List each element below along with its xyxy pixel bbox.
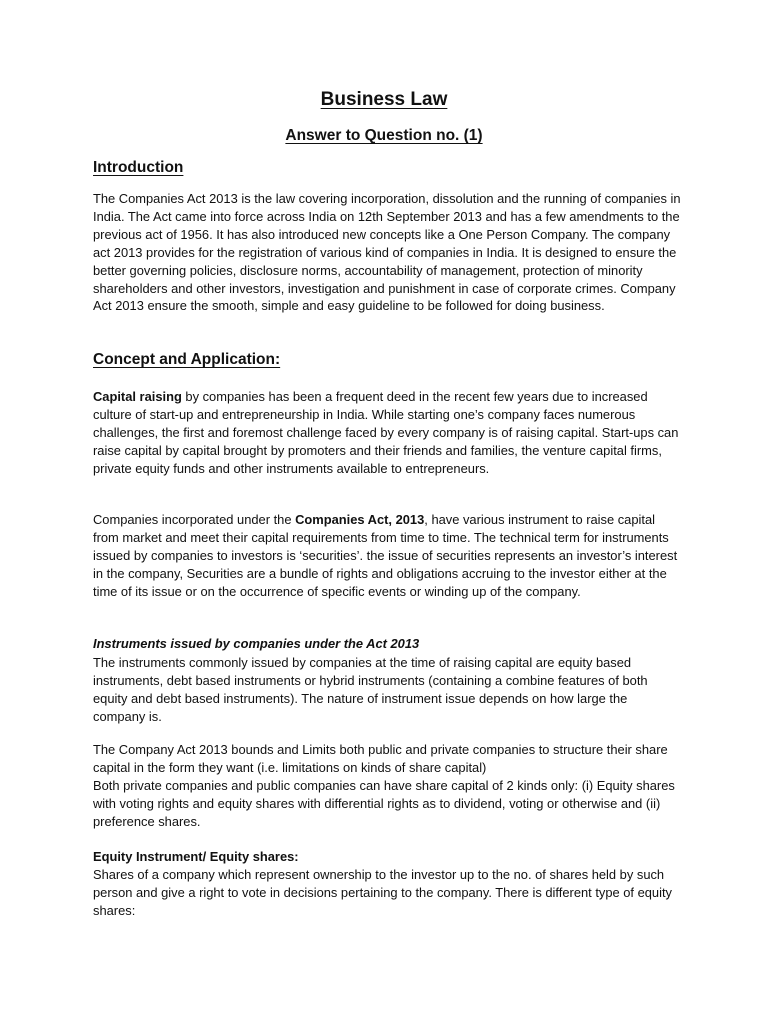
concept-heading: Concept and Application: — [93, 351, 281, 368]
equity-paragraph: Shares of a company which represent ownership to the investor up to the no. of shares held by such person and give a right to vote in decisions pertaining to the company. There is different type of equity shares: — [93, 867, 672, 918]
instruments-paragraph: The instruments commonly issued by companies at the time of raising capital are equity based instruments, debt based instruments or hybrid instruments (containing a combine features of both equity and debt based instruments). The nature of instrument issue depends on how large the company is. — [93, 655, 648, 724]
introduction-heading: Introduction — [93, 159, 184, 176]
capital-raising-term: Capital raising — [93, 389, 182, 404]
companies-act-term: Companies Act, 2013 — [295, 512, 425, 527]
instruments-subheading: Instruments issued by companies under the Act 2013 — [93, 636, 420, 651]
document-title: Business Law — [320, 89, 448, 110]
capital-raising-text: by companies has been a frequent deed in the recent few years due to increased culture of start-up and entrepreneurship in India. While starting one’s company faces numerous challenges, the first and foremost challenge faced by every company is of raising capital. Start-ups can raise capital by capital brought by promoters and their friends and families, the venture capital firms, private equity funds and other instruments available to entrepreneurs. — [93, 389, 679, 476]
companies-act-text: , have various instrument to raise capital from market and meet their capital requirements from time to time. The technical term for instruments issued by companies to investors is ‘securities’. the issue of securities represents an investor’s interest in the company, Securities are a bundle of rights and obligations accruing to the investor either at the time of its issue or on the occurrence of specific events or winding up of the company. — [93, 512, 678, 599]
equity-subheading: Equity Instrument/ Equity shares: — [93, 849, 299, 864]
share-capital-line-2: Both private companies and public companies can have share capital of 2 kinds only: (i) Equity shares with voting rights and equity shares with differential rights as to dividend, voting or otherwise and (ii) preference shares. — [93, 778, 675, 829]
share-capital-line-1: The Company Act 2013 bounds and Limits both public and private companies to structure their share capital in the form they want (i.e. limitations on kinds of share capital) — [93, 742, 668, 775]
capital-raising-paragraph — [93, 388, 683, 478]
answer-subtitle: Answer to Question no. (1) — [285, 127, 483, 144]
introduction-paragraph: The Companies Act 2013 is the law covering incorporation, dissolution and the running of companies in India. The Act came into force across India on 12th September 2013 and has a few amendments to the previous act of 1956. It has also introduced new concepts like a One Person Company. The company act 2013 provides for the registration of various kind of companies in India. It is designed to ensure the better governing policies, disclosure norms, accountability of management, protection of minority shareholders and other investors, investigation and punishment in case of corporate crimes. Company Act 2013 ensure the smooth, simple and easy guideline to be followed for doing business. — [93, 191, 681, 314]
companies-act-lead: Companies incorporated under the — [93, 512, 296, 527]
companies-act-paragraph — [93, 511, 683, 601]
